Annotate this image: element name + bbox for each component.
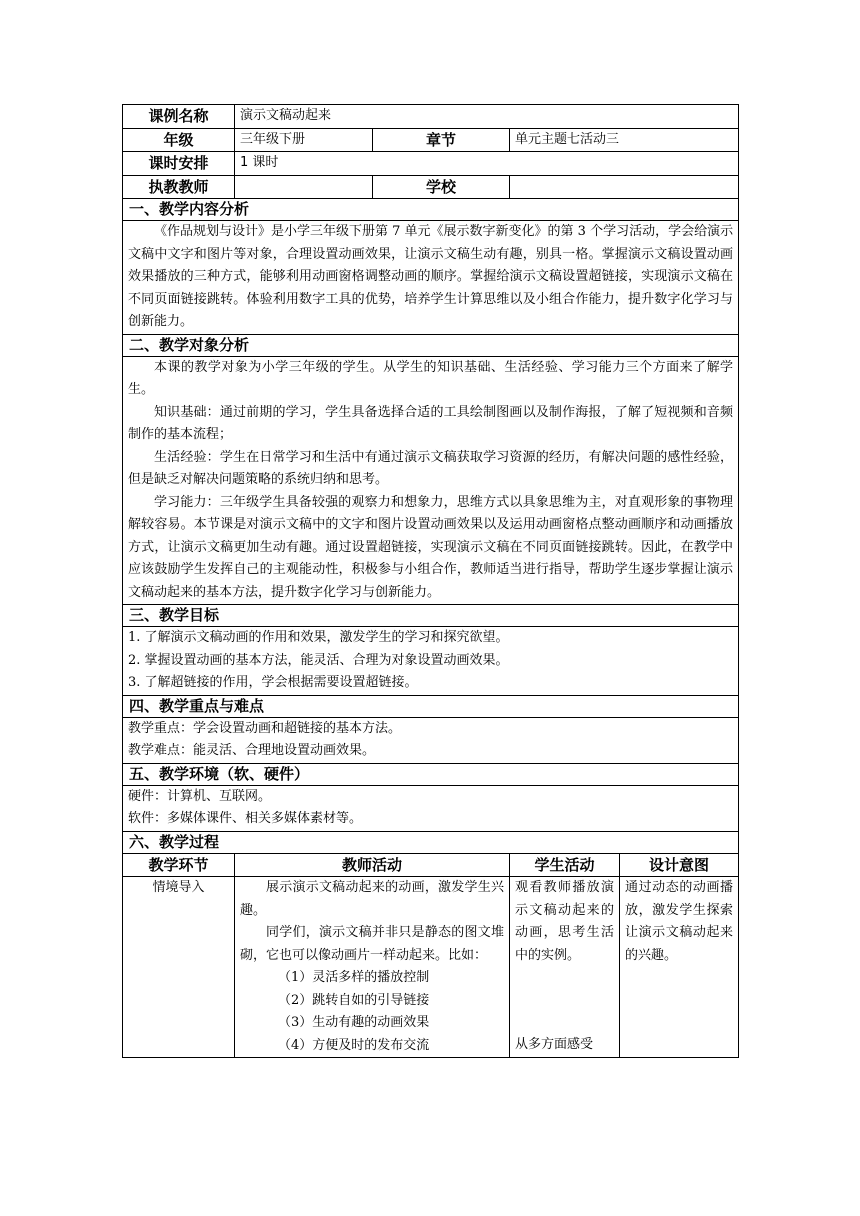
environment-body <box>123 785 739 831</box>
teacher-value <box>235 175 373 199</box>
teacher-activity-step: （3）生动有趣的动画效果 <box>278 1015 430 1030</box>
key-point-item: 教学难点：能灵活、合理地设置动画效果。 <box>128 743 376 758</box>
course-name-value: 演示文稿动起来 <box>235 105 739 129</box>
objectives-body <box>123 627 739 696</box>
school-value <box>510 175 739 199</box>
key-point-item: 教学重点：学会设置动画和超链接的基本方法。 <box>128 720 402 736</box>
student-analysis-paragraph: 本课的教学对象为小学三年级的学生。从学生的知识基础、生活经验、学习能力三个方面来了解学生。 <box>128 359 734 397</box>
design-intent-text: 通过动态的动画播放，激发学生探索让演示文稿动起来的兴趣。 <box>625 880 734 963</box>
environment-item: 软件：多媒体课件、相关多媒体素材等。 <box>128 811 363 826</box>
key-points-body <box>123 717 739 763</box>
teacher-activity-step: （4）方便及时的发布交流 <box>278 1037 430 1053</box>
lesson-plan-table <box>122 104 739 1058</box>
lesson-plan <box>122 104 738 1058</box>
section-title-process: 六、教学过程 <box>123 831 739 853</box>
student-activity-text: 从多方面感受 <box>515 1037 594 1052</box>
teacher-activity-cell <box>235 877 510 1058</box>
chapter-label: 章节 <box>373 128 510 152</box>
teacher-label: 执教教师 <box>123 175 235 199</box>
grade-label: 年级 <box>123 128 235 152</box>
section-title-content-analysis: 一、教学内容分析 <box>123 199 739 221</box>
section-title-environment: 五、教学环境（软、硬件） <box>123 763 739 785</box>
objective-item: 1. 了解演示文稿动画的作用和效果，激发学生的学习和探究欲望。 <box>128 630 509 645</box>
student-analysis-paragraph: 知识基础：通过前期的学习，学生具备选择合适的工具绘制图画以及制作海报，了解了短视频和音频制作的基本流程； <box>128 404 734 442</box>
column-header-teacher-activity: 教师活动 <box>235 853 510 877</box>
student-analysis-body <box>123 356 739 605</box>
hours-label: 课时安排 <box>123 152 235 176</box>
student-activity-cell <box>510 877 620 1058</box>
teacher-activity-step: （1）灵活多样的播放控制 <box>278 970 430 985</box>
column-header-design-intent: 设计意图 <box>620 853 739 877</box>
grade-value: 三年级下册 <box>235 128 373 152</box>
content-analysis-body <box>123 221 739 335</box>
objective-item: 3. 了解超链接的作用，学会根据需要设置超链接。 <box>128 675 418 690</box>
course-name-label: 课例名称 <box>123 105 235 129</box>
objective-item: 2. 掌握设置动画的基本方法，能灵活、合理为对象设置动画效果。 <box>128 652 509 668</box>
section-title-student-analysis: 二、教学对象分析 <box>123 334 739 356</box>
student-analysis-paragraph: 生活经验：学生在日常学习和生活中有通过演示文稿获取学习资源的经历，有解决问题的感性经验，但是缺乏对解决问题策略的系统归纳和思考。 <box>128 449 734 487</box>
environment-item: 硬件：计算机、互联网。 <box>128 788 272 804</box>
chapter-value: 单元主题七活动三 <box>510 128 739 152</box>
column-header-stage: 教学环节 <box>123 853 235 877</box>
teacher-activity-step: （2）跳转自如的引导链接 <box>278 992 430 1008</box>
school-label: 学校 <box>373 175 510 199</box>
content-analysis-paragraph: 《作品规划与设计》是小学三年级下册第 7 单元《展示数字新变化》的第 3 个学习活动，学会给演示文稿中文字和图片等对象，合理设置动画效果，让演示文稿生动有趣，别具一格。掌握演示文稿设置动画效果播放的三种方式，能够利用动画窗格调整动画的顺序。掌握给演示文稿设置超链接，实现演示文稿在不同页面链接跳转。体验利用数字工具的优势，培养学生计算思维以及小组合作能力，提升数字化学习与创新能力。 <box>128 224 734 329</box>
section-title-key-points: 四、教学重点与难点 <box>123 695 739 717</box>
teacher-activity-paragraph: 同学们，演示文稿并非只是静态的图文堆砌，它也可以像动画片一样动起来。比如： <box>240 925 504 963</box>
student-analysis-paragraph: 学习能力：三年级学生具备较强的观察力和想象力，思维方式以具象思维为主，对直观形象的事物理解较容易。本节课是对演示文稿中的文字和图片设置动画效果以及运用动画窗格点整动画顺序和动画播放方式，让演示文稿更加生动有趣。通过设置超链接，实现演示文稿在不同页面链接跳转。因此，在教学中应该鼓励学生发挥自己的主观能动性，积极参与小组合作，教师适当进行指导，帮助学生逐步掌握让演示文稿动起来的基本方法，提升数字化学习与创新能力。 <box>128 494 734 600</box>
student-activity-text: 观看教师播放演示文稿动起来的动画，思考生活中的实例。 <box>515 880 614 963</box>
teacher-activity-paragraph: 展示演示文稿动起来的动画，激发学生兴趣。 <box>240 880 504 918</box>
design-intent-cell <box>620 877 739 1058</box>
column-header-student-activity: 学生活动 <box>510 853 620 877</box>
section-title-objectives: 三、教学目标 <box>123 605 739 627</box>
hours-value: 1 课时 <box>235 152 739 176</box>
stage-cell: 情境导入 <box>123 877 235 1058</box>
